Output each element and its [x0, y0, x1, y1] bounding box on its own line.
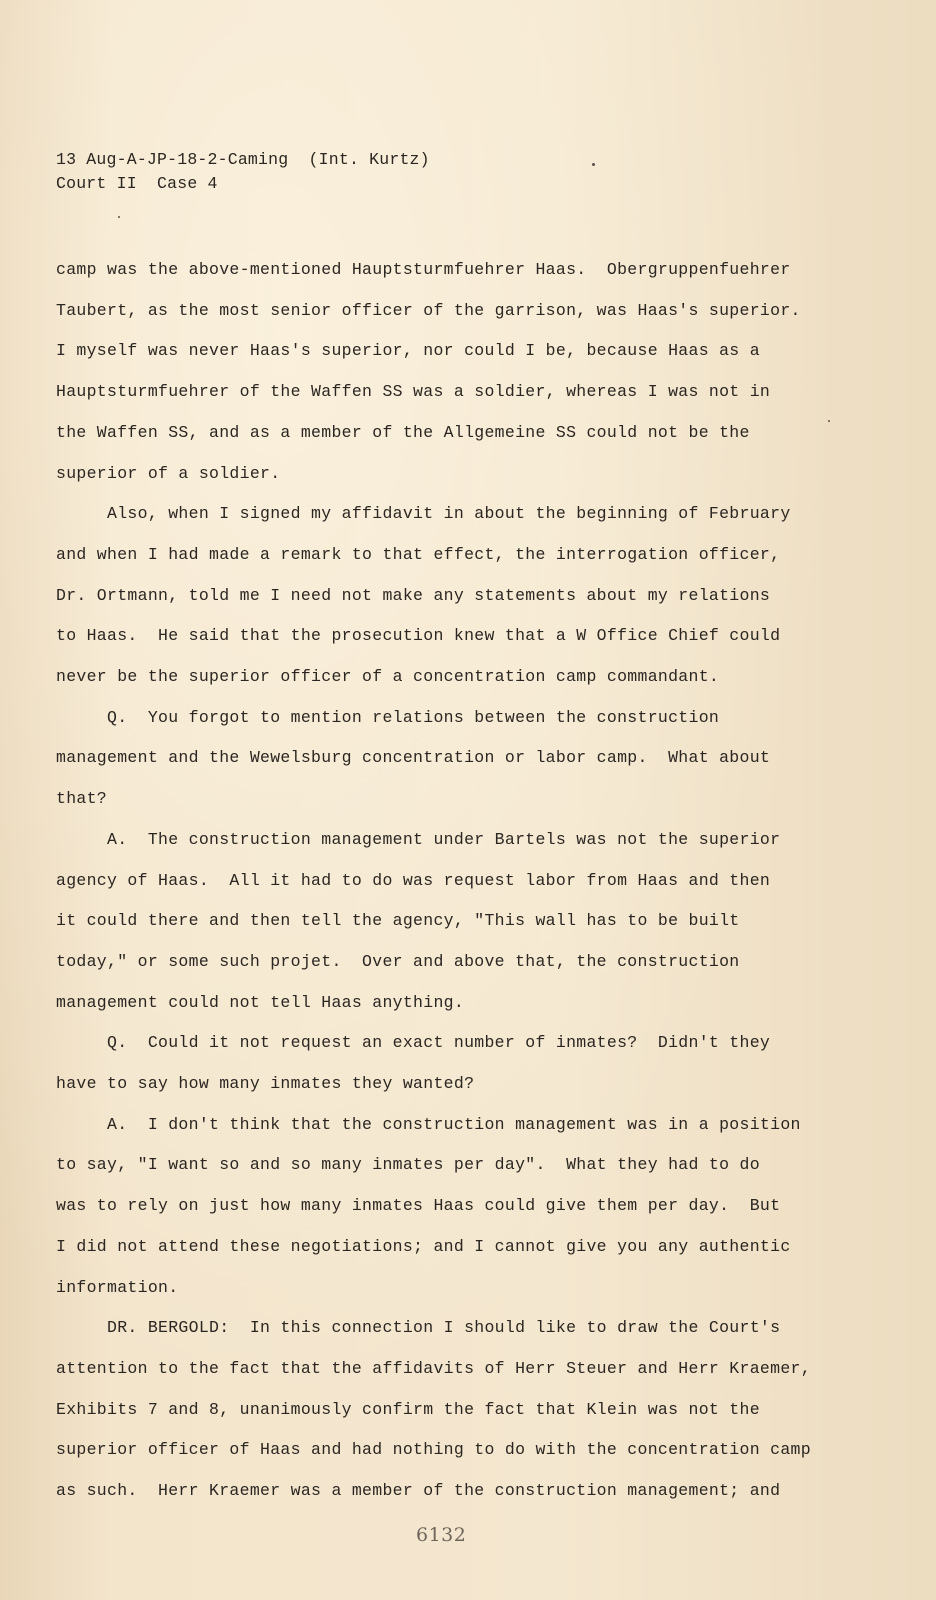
- text-line: Exhibits 7 and 8, unanimously confirm the fact that Klein was not the: [56, 1399, 760, 1419]
- text-line: that?: [56, 789, 108, 809]
- text-line: management could not tell Haas anything.: [56, 992, 465, 1012]
- document-header: [56, 148, 430, 196]
- paragraph-answer-1: [56, 820, 816, 1024]
- text-line: never be the superior officer of a concentration camp commandant.: [56, 667, 720, 687]
- text-line: to say, "I want so and so many inmates per day". What they had to do: [56, 1155, 760, 1175]
- paragraph-answer-2: [56, 1105, 816, 1309]
- text-line: today," or some such projet. Over and above that, the construction: [56, 951, 740, 971]
- text-line: superior officer of Haas and had nothing to do with the concentration camp: [56, 1440, 811, 1460]
- paper-speck: [592, 163, 595, 166]
- text-line: A. The construction management under Bartels was not the superior: [56, 829, 781, 849]
- text-line: and when I had made a remark to that effect, the interrogation officer,: [56, 544, 781, 564]
- text-line: as such. Herr Kraemer was a member of the construction management; and: [56, 1481, 781, 1501]
- text-line: I myself was never Haas's superior, nor could I be, because Haas as a: [56, 341, 760, 361]
- text-line: Q. You forgot to mention relations between the construction: [56, 707, 720, 727]
- text-line: Q. Could it not request an exact number of inmates? Didn't they: [56, 1033, 771, 1053]
- paragraph-question-2: [56, 1023, 816, 1104]
- text-line: Dr. Ortmann, told me I need not make any statements about my relations: [56, 585, 771, 605]
- paper-speck: [118, 216, 120, 218]
- paragraph-affidavit: [56, 494, 816, 698]
- text-line: agency of Haas. All it had to do was request labor from Haas and then: [56, 870, 771, 890]
- text-line: was to rely on just how many inmates Haas could give them per day. But: [56, 1196, 781, 1216]
- text-line: Hauptsturmfuehrer of the Waffen SS was a soldier, whereas I was not in: [56, 382, 771, 402]
- paragraph-haas-superior: [56, 250, 816, 494]
- text-line: DR. BERGOLD: In this connection I should like to draw the Court's: [56, 1318, 781, 1338]
- text-line: I did not attend these negotiations; and I cannot give you any authentic: [56, 1236, 791, 1256]
- paragraph-question-1: [56, 698, 816, 820]
- text-line: Also, when I signed my affidavit in about the beginning of February: [56, 504, 791, 524]
- header-court-line: Court II Case 4: [56, 174, 218, 193]
- text-line: camp was the above-mentioned Hauptsturmfuehrer Haas. Obergruppenfuehrer: [56, 260, 791, 279]
- text-line: information.: [56, 1277, 179, 1297]
- text-line: have to say how many inmates they wanted?: [56, 1074, 475, 1094]
- text-line: Taubert, as the most senior officer of the garrison, was Haas's superior.: [56, 300, 801, 320]
- text-line: A. I don't think that the construction management was in a position: [56, 1114, 801, 1134]
- text-line: attention to the fact that the affidavits of Herr Steuer and Herr Kraemer,: [56, 1358, 811, 1378]
- text-line: superior of a soldier.: [56, 463, 281, 483]
- text-line: to Haas. He said that the prosecution knew that a W Office Chief could: [56, 626, 781, 646]
- transcript-body: [56, 250, 816, 1512]
- paragraph-bergold-statement: [56, 1308, 816, 1512]
- text-line: it could there and then tell the agency, "This wall has to be built: [56, 911, 740, 931]
- text-line: management and the Wewelsburg concentration or labor camp. What about: [56, 748, 771, 768]
- text-line: the Waffen SS, and as a member of the Allgemeine SS could not be the: [56, 422, 750, 442]
- header-session-line: 13 Aug-A-JP-18-2-Caming (Int. Kurtz): [56, 150, 430, 169]
- page-number: 6132: [416, 1524, 467, 1546]
- paper-speck: [828, 420, 830, 422]
